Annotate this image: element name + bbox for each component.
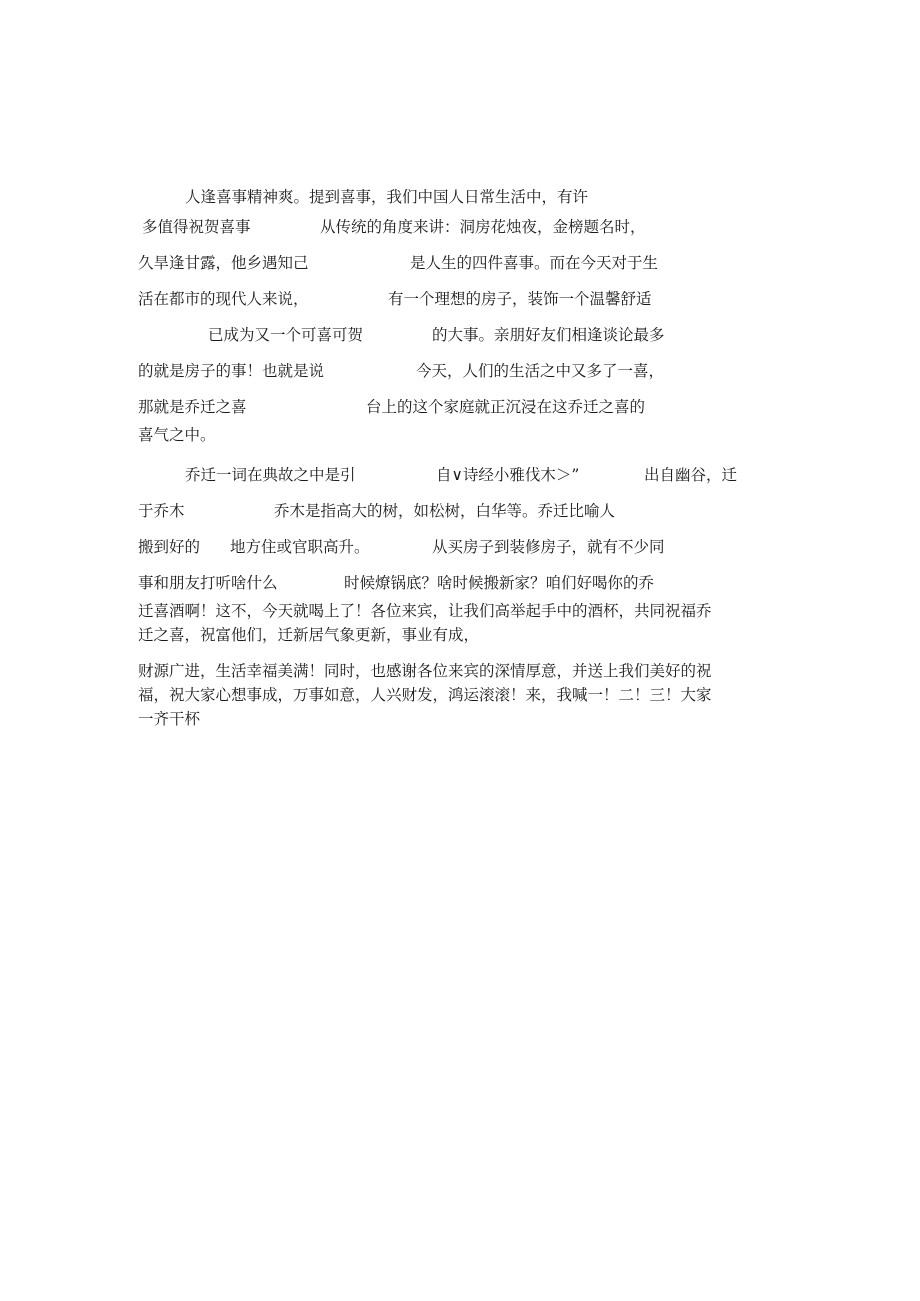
text-segment: 那就是乔迁之喜 bbox=[138, 398, 247, 416]
text-line bbox=[138, 708, 778, 730]
text-segment: 事和朋友打听啥什么 bbox=[138, 574, 278, 592]
text-line bbox=[138, 396, 778, 418]
text-line bbox=[138, 288, 778, 310]
text-segment: 于乔木 bbox=[138, 502, 185, 520]
text-line bbox=[138, 500, 778, 522]
text-line bbox=[138, 624, 778, 646]
text-segment: 乔迁一词在典故之中是引 bbox=[185, 466, 356, 484]
text-segment: 的大事。亲朋好友们相逢谈论最多 bbox=[432, 326, 665, 344]
text-segment: 人逢喜事精神爽。提到喜事，我们中国人日常生活中，有许 bbox=[185, 188, 589, 206]
text-segment: 乔木是指高大的树，如松树，白华等。乔迁比喻人 bbox=[274, 502, 616, 520]
text-line bbox=[138, 360, 778, 382]
text-segment: 今天，人们的生活之中又多了一喜， bbox=[416, 362, 665, 380]
text-segment: 从传统的角度来讲：洞房花烛夜，金榜题名时， bbox=[320, 218, 646, 236]
text-segment: 的就是房子的事！也就是说 bbox=[138, 362, 325, 380]
text-segment: 搬到好的 bbox=[138, 538, 201, 556]
text-segment: 是人生的四件喜事。而在今天对于生 bbox=[410, 254, 659, 272]
text-line bbox=[138, 252, 778, 274]
text-segment: 自∨诗经小雅伐木＞” bbox=[436, 466, 580, 484]
text-segment: 迁之喜，祝富他们，迁新居气象更新，事业有成， bbox=[138, 626, 480, 644]
text-segment: 台上的这个家庭就正沉浸在这乔迁之喜的 bbox=[366, 398, 646, 416]
text-line bbox=[138, 186, 778, 208]
text-line bbox=[138, 324, 778, 346]
text-segment: 喜气之中。 bbox=[138, 426, 216, 444]
text-segment: 出自幽谷，迁 bbox=[644, 466, 738, 484]
text-line bbox=[138, 684, 778, 706]
text-segment: 一齐干杯 bbox=[138, 710, 201, 728]
text-segment: 活在都市的现代人来说， bbox=[138, 290, 309, 308]
text-segment: 有一个理想的房子，装饰一个温馨舒适 bbox=[388, 290, 652, 308]
text-segment: 地方住或官职高升。 bbox=[230, 538, 370, 556]
text-segment: 久旱逢甘露，他乡遇知己 bbox=[138, 254, 309, 272]
text-segment: 从买房子到装修房子，就有不少同 bbox=[432, 538, 665, 556]
text-segment: 福，祝大家心想事成，万事如意，人兴财发，鸿运滚滚！来，我喊一！二！三！大家 bbox=[138, 686, 712, 704]
text-line bbox=[138, 600, 778, 622]
text-line bbox=[138, 424, 778, 446]
text-segment: 多值得祝贺喜事 bbox=[142, 218, 251, 236]
text-segment: 已成为又一个可喜可贺 bbox=[208, 326, 364, 344]
text-line bbox=[138, 660, 778, 682]
text-line bbox=[138, 536, 778, 558]
text-segment: 时候燎锅底？啥时候搬新家？咱们好喝你的乔 bbox=[344, 574, 655, 592]
text-segment: 迁喜酒啊！这不，今天就喝上了！各位来宾，让我们高举起手中的酒杯，共同祝福乔 bbox=[138, 602, 712, 620]
text-line bbox=[138, 464, 778, 486]
text-segment: 财源广进，生活幸福美满！同时，也感谢各位来宾的深情厚意，并送上我们美好的祝 bbox=[138, 662, 712, 680]
text-line bbox=[138, 216, 778, 238]
text-line bbox=[138, 572, 778, 594]
